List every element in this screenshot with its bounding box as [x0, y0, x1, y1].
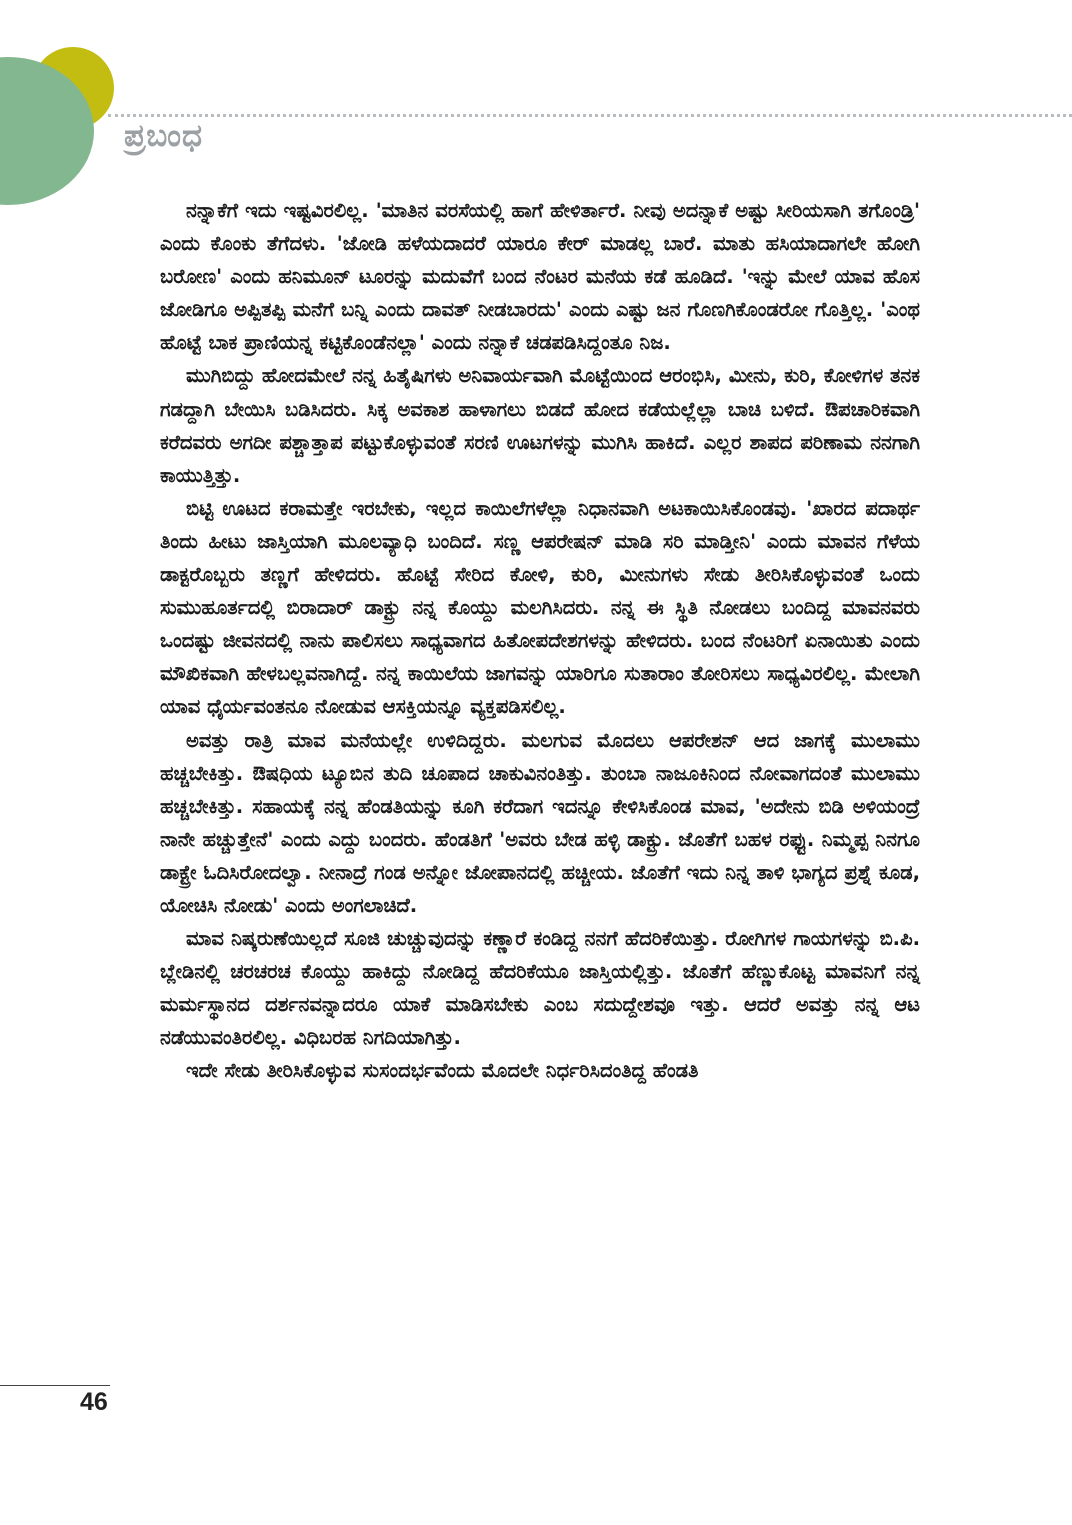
corner-decoration [0, 0, 130, 210]
paragraph: ಅವತ್ತು ರಾತ್ರಿ ಮಾವ ಮನೆಯಲ್ಲೇ ಉಳಿದಿದ್ದರು. ಮಲಗುವ ಮೊದಲು ಆಪರೇಶನ್ ಆದ ಜಾಗಕ್ಕೆ ಮುಲಾಮು ಹಚ್ಚಬೇಕಿತ್ತು. ಔಷಧಿಯ ಟ್ಯೂಬಿನ ತುದಿ ಚೂಪಾದ ಚಾಕುವಿನಂತಿತ್ತು. ತುಂಬಾ ನಾಜೂಕಿನಿಂದ ನೋವಾಗದಂತೆ ಮುಲಾಮು ಹಚ್ಚಬೇಕಿತ್ತು. ಸಹಾಯಕ್ಕೆ ನನ್ನ ಹೆಂಡತಿಯನ್ನು ಕೂಗಿ ಕರೆದಾಗ ಇದನ್ನೂ ಕೇಳಿಸಿಕೊಂಡ ಮಾವ, 'ಅದೇನು ಬಿಡಿ ಅಳಿಯಂದ್ರೆ ನಾನೇ ಹಚ್ಚುತ್ತೇನೆ' ಎಂದು ಎದ್ದು ಬಂದರು. ಹೆಂಡತಿಗೆ 'ಅವರು ಬೇಡ ಹಳ್ಳಿ ಡಾಕ್ಟ್ರು. ಜೊತೆಗೆ ಬಹಳ ರಫ್ಟು. ನಿಮ್ಮಪ್ಪ ನಿನಗೂ ಡಾಕ್ಟ್ರೇ ಓದಿಸಿರೋದಲ್ವಾ. ನೀನಾದ್ರೆ ಗಂಡ ಅನ್ನೋ ಜೋಪಾನದಲ್ಲಿ ಹಚ್ಚೀಯ. ಜೊತೆಗೆ ಇದು ನಿನ್ನ ತಾಳಿ ಭಾಗ್ಯದ ಪ್ರಶ್ನೆ ಕೂಡ, ಯೋಚಿಸಿ ನೋಡು' ಎಂದು ಅಂಗಲಾಚಿದೆ. [160, 728, 920, 917]
footer-rule [0, 1385, 110, 1386]
page-number: 46 [80, 1388, 108, 1416]
section-title: ಪ್ರಬಂಧ [124, 118, 203, 154]
article-body [160, 194, 920, 1088]
paragraph: ಇದೇ ಸೇಡು ತೀರಿಸಿಕೊಳ್ಳುವ ಸುಸಂದರ್ಭವೆಂದು ಮೊದಲೇ ನಿರ್ಧರಿಸಿದಂತಿದ್ದ ಹೆಂಡತಿ [186, 1059, 699, 1083]
paragraph: ಮುಗಿಬಿದ್ದು ಹೋದಮೇಲೆ ನನ್ನ ಹಿತೈಷಿಗಳು ಅನಿವಾರ್ಯವಾಗಿ ಮೊಟ್ಟೆಯಿಂದ ಆರಂಭಿಸಿ, ಮೀನು, ಕುರಿ, ಕೋಳಿಗಳ ತನಕ ಗಡದ್ದಾಗಿ ಬೇಯಿಸಿ ಬಡಿಸಿದರು. ಸಿಕ್ಕ ಅವಕಾಶ ಹಾಳಾಗಲು ಬಿಡದೆ ಹೋದ ಕಡೆಯಲ್ಲೆಲ್ಲಾ ಬಾಚಿ ಬಳಿದೆ. ಔಪಚಾರಿಕವಾಗಿ ಕರೆದವರು ಅಗದೀ ಪಶ್ಚಾತ್ತಾಪ ಪಟ್ಟುಕೊಳ್ಳುವಂತೆ ಸರಣಿ ಊಟಗಳನ್ನು ಮುಗಿಸಿ ಹಾಕಿದೆ. ಎಲ್ಲರ ಶಾಪದ ಪರಿಣಾಮ ನನಗಾಗಿ ಕಾಯುತ್ತಿತ್ತು. [160, 364, 920, 487]
paragraph: ನನ್ನಾಕೆಗೆ ಇದು ಇಷ್ಟವಿರಲಿಲ್ಲ. 'ಮಾತಿನ ವರಸೆಯಲ್ಲಿ ಹಾಗೆ ಹೇಳಿರ್ತಾರೆ. ನೀವು ಅದನ್ನಾಕೆ ಅಷ್ಟು ಸೀರಿಯಸಾಗಿ ತಗೊಂಡ್ರಿ' ಎಂದು ಕೊಂಕು ತೆಗೆದಳು. 'ಜೋಡಿ ಹಳೆಯದಾದರೆ ಯಾರೂ ಕೇರ್ ಮಾಡಲ್ಲ ಬಾರೆ. ಮಾತು ಹಸಿಯಾದಾಗಲೇ ಹೋಗಿ ಬರೋಣ' ಎಂದು ಹನಿಮೂನ್ ಟೂರನ್ನು ಮದುವೆಗೆ ಬಂದ ನೆಂಟರ ಮನೆಯ ಕಡೆ ಹೂಡಿದೆ. 'ಇನ್ನು ಮೇಲೆ ಯಾವ ಹೊಸ ಜೋಡಿಗೂ ಅಪ್ಪಿತಪ್ಪಿ ಮನೆಗೆ ಬನ್ನಿ ಎಂದು ದಾವತ್ ನೀಡಬಾರದು' ಎಂದು ಎಷ್ಟು ಜನ ಗೊಣಗಿಕೊಂಡರೋ ಗೊತ್ತಿಲ್ಲ. 'ಎಂಥ ಹೊಟ್ಟೆ ಬಾಕ ಪ್ರಾಣಿಯನ್ನ ಕಟ್ಟಿಕೊಂಡೆನಲ್ಲಾ' ಎಂದು ನನ್ನಾಕೆ ಚಡಪಡಿಸಿದ್ದಂತೂ ನಿಜ. [160, 199, 920, 355]
paragraph: ಬಿಟ್ಟಿ ಊಟದ ಕರಾಮತ್ತೇ ಇರಬೇಕು, ಇಲ್ಲದ ಕಾಯಿಲೆಗಳೆಲ್ಲಾ ನಿಧಾನವಾಗಿ ಅಟಕಾಯಿಸಿಕೊಂಡವು. 'ಖಾರದ ಪದಾರ್ಥ ತಿಂದು ಹೀಟು ಜಾಸ್ತಿಯಾಗಿ ಮೂಲವ್ಯಾಧಿ ಬಂದಿದೆ. ಸಣ್ಣ ಆಪರೇಷನ್ ಮಾಡಿ ಸರಿ ಮಾಡ್ತೀನಿ' ಎಂದು ಮಾವನ ಗೆಳೆಯ ಡಾಕ್ಟರೊಬ್ಬರು ತಣ್ಣಗೆ ಹೇಳಿದರು. ಹೊಟ್ಟೆ ಸೇರಿದ ಕೋಳಿ, ಕುರಿ, ಮೀನುಗಳು ಸೇಡು ತೀರಿಸಿಕೊಳ್ಳುವಂತೆ ಒಂದು ಸುಮುಹೂರ್ತದಲ್ಲಿ ಬಿರಾದಾರ್ ಡಾಕ್ಟ್ರು ನನ್ನ ಕೊಯ್ದು ಮಲಗಿಸಿದರು. ನನ್ನ ಈ ಸ್ಥಿತಿ ನೋಡಲು ಬಂದಿದ್ದ ಮಾವನವರು ಒಂದಷ್ಟು ಜೀವನದಲ್ಲಿ ನಾನು ಪಾಲಿಸಲು ಸಾಧ್ಯವಾಗದ ಹಿತೋಪದೇಶಗಳನ್ನು ಹೇಳಿದರು. ಬಂದ ನೆಂಟರಿಗೆ ಏನಾಯಿತು ಎಂದು ಮೌಖಿಕವಾಗಿ ಹೇಳಬಲ್ಲವನಾಗಿದ್ದೆ. ನನ್ನ ಕಾಯಿಲೆಯ ಜಾಗವನ್ನು ಯಾರಿಗೂ ಸುತಾರಾಂ ತೋರಿಸಲು ಸಾಧ್ಯವಿರಲಿಲ್ಲ. ಮೇಲಾಗಿ ಯಾವ ಧೈರ್ಯವಂತನೂ ನೋಡುವ ಆಸಕ್ತಿಯನ್ನೂ ವ್ಯಕ್ತಪಡಿಸಲಿಲ್ಲ. [160, 496, 920, 719]
header-dotted-divider [108, 114, 1072, 117]
paragraph: ಮಾವ ನಿಷ್ಕರುಣೆಯಿಲ್ಲದೆ ಸೂಜಿ ಚುಚ್ಚುವುದನ್ನು ಕಣ್ಣಾರೆ ಕಂಡಿದ್ದ ನನಗೆ ಹೆದರಿಕೆಯಿತ್ತು. ರೋಗಿಗಳ ಗಾಯಗಳನ್ನು ಬಿ.ಪಿ. ಬ್ಲೇಡಿನಲ್ಲಿ ಚರಚರಚ ಕೊಯ್ದು ಹಾಕಿದ್ದು ನೋಡಿದ್ದ ಹೆದರಿಕೆಯೂ ಜಾಸ್ತಿಯಲ್ಲಿತ್ತು. ಜೊತೆಗೆ ಹೆಣ್ಣುಕೊಟ್ಟ ಮಾವನಿಗೆ ನನ್ನ ಮರ್ಮಸ್ಥಾನದ ದರ್ಶನವನ್ನಾದರೂ ಯಾಕೆ ಮಾಡಿಸಬೇಕು ಎಂಬ ಸದುದ್ದೇಶವೂ ಇತ್ತು. ಆದರೆ ಅವತ್ತು ನನ್ನ ಆಟ ನಡೆಯುವಂತಿರಲಿಲ್ಲ. ವಿಧಿಬರಹ ನಿಗದಿಯಾಗಿತ್ತು. [160, 927, 920, 1050]
